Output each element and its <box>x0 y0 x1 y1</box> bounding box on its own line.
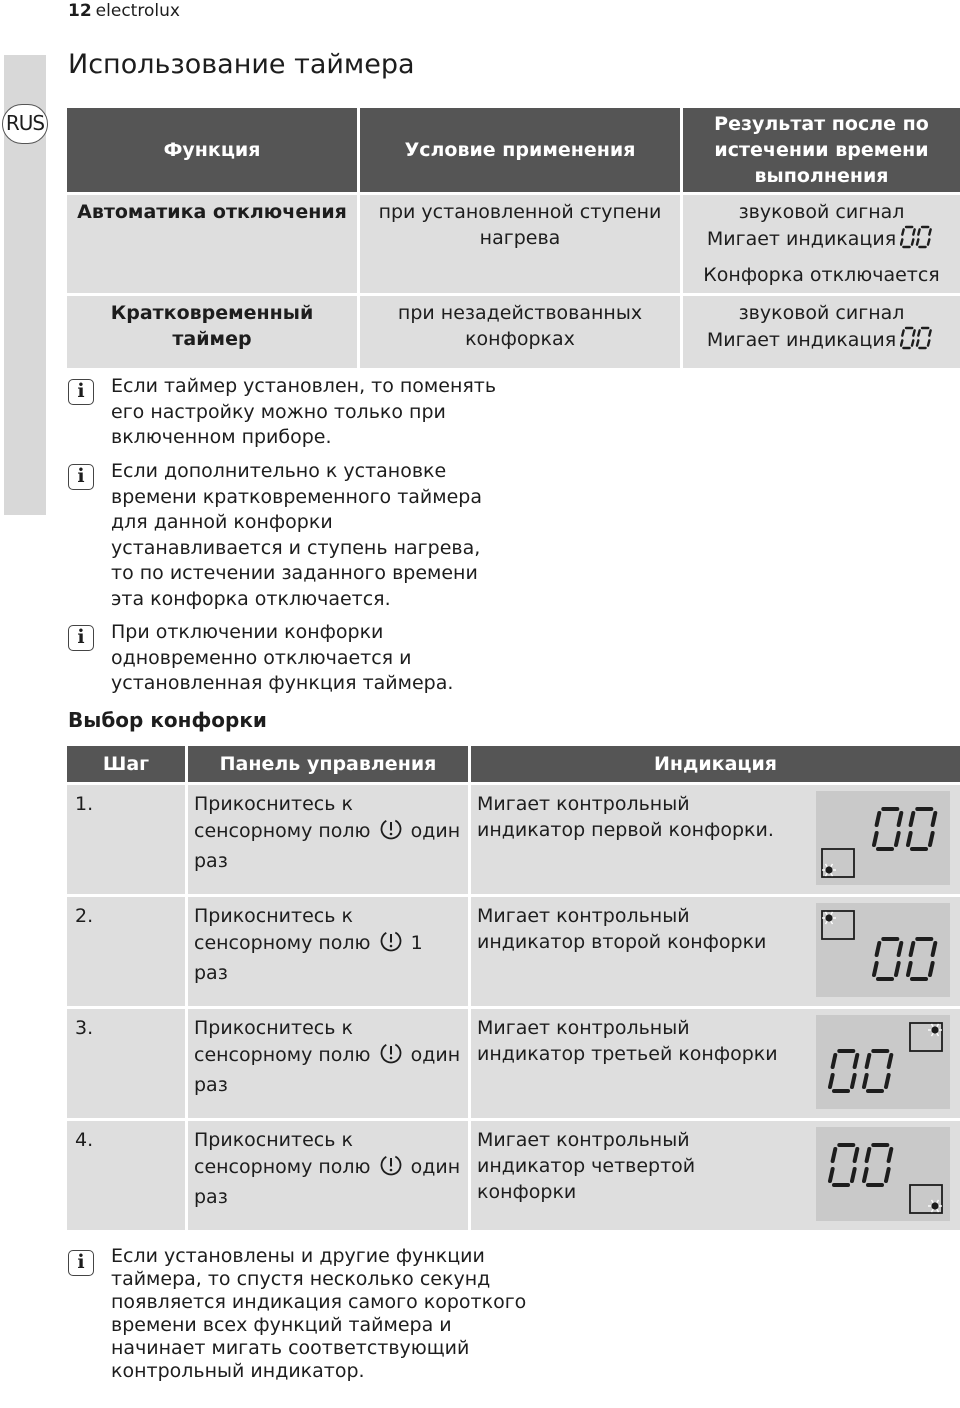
table-row <box>67 296 960 368</box>
control-cell <box>188 1121 468 1230</box>
step-number: 2. <box>67 897 185 1006</box>
hob-display <box>816 903 950 997</box>
segment-digits-display <box>900 225 936 262</box>
step-number: 3. <box>67 1009 185 1118</box>
digit-segment <box>889 1149 892 1161</box>
note-text: Если таймер установлен, то поменять его настройку можно только при включенном приборе. <box>111 375 497 448</box>
table-row <box>67 195 960 293</box>
hob-display <box>816 1015 950 1109</box>
table-header-condition: Условие применения <box>360 108 680 192</box>
digit-segment <box>911 943 914 955</box>
page-title: Использование таймера <box>68 49 415 80</box>
info-icon: i <box>68 464 94 490</box>
result-cell <box>683 195 960 293</box>
result-line: Мигает индикация <box>689 326 954 363</box>
timer-touch-icon <box>379 929 403 960</box>
digit-segment <box>899 943 902 955</box>
indication-cell <box>471 897 960 1006</box>
digit-segment <box>864 1169 867 1181</box>
info-note <box>68 1245 548 1383</box>
indication-text: Мигает контрольный индикатор второй конфорки <box>477 905 767 953</box>
digit-segment <box>867 1149 870 1161</box>
digit-segment <box>930 833 933 845</box>
result-line: звуковой сигнал <box>738 302 905 324</box>
timer-touch-icon-svg <box>379 1041 403 1065</box>
segment-digits-display <box>900 326 936 363</box>
info-icon: i <box>68 625 94 651</box>
table-row <box>67 1009 960 1118</box>
step-number: 1. <box>67 785 185 894</box>
timer-touch-icon <box>379 817 403 848</box>
digit-segment <box>908 833 911 845</box>
info-note <box>68 620 508 697</box>
blinking-indicator-dot <box>825 914 832 921</box>
info-icon: i <box>68 379 94 405</box>
info-note <box>68 374 508 451</box>
digit-segment <box>874 963 877 975</box>
digit-segment <box>928 340 929 345</box>
digit-segment <box>918 330 919 335</box>
digit-segment <box>855 1149 858 1161</box>
digit-segment <box>911 813 914 825</box>
digit-segment <box>933 813 936 825</box>
digit-segment <box>852 1169 855 1181</box>
digit-segment <box>833 1149 836 1161</box>
result-line: звуковой сигнал <box>738 201 905 223</box>
note-text: При отключении конфорки одновременно отключается и установленная функция таймера. <box>111 621 454 694</box>
indication-cell <box>471 785 960 894</box>
digit-segment <box>830 1075 833 1087</box>
blinking-indicator-dot <box>931 1026 938 1033</box>
control-count: 1 раз <box>194 932 423 984</box>
digit-segment <box>928 239 929 244</box>
hob-display <box>816 1127 950 1221</box>
digit-segment <box>902 330 903 335</box>
timer-functions-table <box>64 105 960 371</box>
hob-display-svg <box>816 1127 950 1221</box>
section-heading: Выбор конфорки <box>68 708 267 732</box>
hob-display-svg <box>816 903 950 997</box>
table-header-function: Функция <box>67 108 357 192</box>
indication-text: Мигает контрольный индикатор четвертой конфорки <box>477 1129 696 1203</box>
control-cell <box>188 785 468 894</box>
timer-touch-icon <box>379 1041 403 1072</box>
timer-touch-icon-svg <box>379 929 403 953</box>
zone-selection-table <box>64 743 960 1233</box>
digit-segment <box>899 813 902 825</box>
digit-segment <box>917 239 918 244</box>
function-cell: Автоматика отключения <box>67 195 357 293</box>
indication-text: Мигает контрольный индикатор первой конфорки. <box>477 793 774 841</box>
digit-segment <box>867 1055 870 1067</box>
indication-text: Мигает контрольный индикатор третьей конфорки <box>477 1017 778 1065</box>
digit-segment <box>864 1075 867 1087</box>
table-row <box>67 785 960 894</box>
digit-segment <box>896 963 899 975</box>
digit-segment <box>874 833 877 845</box>
blinking-indicator-dot <box>931 1202 938 1209</box>
digit-segment <box>833 1055 836 1067</box>
condition-cell: при установленной ступени нагрева <box>360 195 680 293</box>
control-text: Прикоснитесь к сенсорному полю <box>194 1129 371 1178</box>
digit-segment <box>896 833 899 845</box>
step-number: 4. <box>67 1121 185 1230</box>
note-text: Если дополнительно к установке времени кратковременного таймера для данной конфорки устанавливается и ступень нагрева, то по истечении заданного времени эта конфорка отключается. <box>111 460 483 610</box>
control-text: Прикоснитесь к сенсорному полю <box>194 1017 371 1066</box>
control-text: Прикоснитесь к сенсорному полю <box>194 793 371 842</box>
control-count: один раз <box>194 1156 461 1208</box>
table-header-result: Результат после по истечении времени выполнения <box>683 108 960 192</box>
digit-segment <box>877 813 880 825</box>
indication-cell <box>471 1121 960 1230</box>
timer-touch-icon-svg <box>379 1153 403 1177</box>
indication-cell <box>471 1009 960 1118</box>
note-text: Если установлены и другие функции таймера, то спустя несколько секунд появляется индикация самого короткого времени всех функций таймера и начинает мигать соответствующий контрольный индикатор. <box>111 1245 527 1382</box>
digit-segment <box>917 340 918 345</box>
table-row <box>67 1121 960 1230</box>
result-line: Конфорка отключается <box>703 264 940 286</box>
digit-segment <box>912 340 913 345</box>
digit-segment <box>852 1075 855 1087</box>
result-cell <box>683 296 960 368</box>
digits-svg <box>900 225 936 249</box>
control-count: один раз <box>194 1044 461 1096</box>
digit-segment <box>901 239 902 244</box>
digit-segment <box>933 943 936 955</box>
digit-segment <box>886 1169 889 1181</box>
digit-segment <box>886 1075 889 1087</box>
page-number: 12 <box>68 1 92 21</box>
hob-display-svg <box>816 1015 950 1109</box>
digit-segment <box>913 229 914 234</box>
digit-segment <box>830 1169 833 1181</box>
language-tab: RUS <box>2 104 48 144</box>
page-header <box>68 0 180 22</box>
hob-display-svg <box>816 791 950 885</box>
timer-touch-icon <box>379 1153 403 1184</box>
hob-display <box>816 791 950 885</box>
digit-segment <box>918 229 919 234</box>
table-header-step: Шаг <box>67 746 185 782</box>
digit-segment <box>929 229 930 234</box>
digit-segment <box>912 239 913 244</box>
control-text: Прикоснитесь к сенсорному полю <box>194 905 371 954</box>
digit-segment <box>908 963 911 975</box>
condition-cell: при незадействованных конфорках <box>360 296 680 368</box>
blinking-indicator-dot <box>825 866 832 873</box>
result-line: Мигает индикация <box>689 225 954 262</box>
function-cell: Кратковременный таймер <box>67 296 357 368</box>
digit-segment <box>913 330 914 335</box>
control-cell <box>188 1009 468 1118</box>
table-header-indication: Индикация <box>471 746 960 782</box>
digit-segment <box>901 340 902 345</box>
info-icon: i <box>68 1250 94 1276</box>
brand-name: electrolux <box>95 1 180 21</box>
digits-svg <box>900 326 936 350</box>
control-count: один раз <box>194 820 461 872</box>
info-note <box>68 459 508 612</box>
digit-segment <box>930 963 933 975</box>
digit-segment <box>855 1055 858 1067</box>
control-cell <box>188 897 468 1006</box>
table-row <box>67 897 960 1006</box>
table-header-control: Панель управления <box>188 746 468 782</box>
digit-segment <box>889 1055 892 1067</box>
timer-touch-icon-svg <box>379 817 403 841</box>
digit-segment <box>877 943 880 955</box>
digit-segment <box>929 330 930 335</box>
digit-segment <box>902 229 903 234</box>
